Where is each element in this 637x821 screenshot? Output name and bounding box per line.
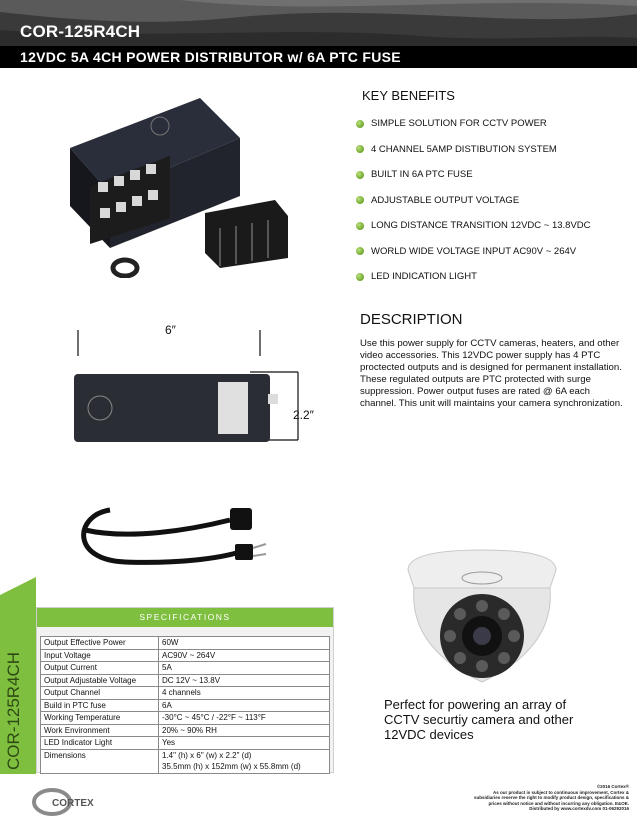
legal-notice (329, 784, 629, 812)
table-row (41, 749, 330, 773)
table-row (41, 662, 330, 675)
dome-camera-image (400, 548, 565, 686)
specifications-table (40, 636, 330, 774)
list-item (356, 137, 631, 163)
list-item (356, 239, 631, 265)
table-row (41, 637, 330, 650)
table-row (41, 712, 330, 725)
list-item (356, 162, 631, 188)
spec-value: DC 12V ~ 13.8V (159, 674, 330, 687)
key-benefits-list (356, 111, 631, 290)
power-supply-image (60, 88, 310, 278)
description-title: DESCRIPTION (360, 311, 463, 328)
spec-value: 4 channels (159, 687, 330, 700)
spec-value: 6A (159, 699, 330, 712)
spec-label: Working Temperature (41, 712, 159, 725)
side-model-label: COR-125R4CH (4, 651, 23, 770)
spec-value: 5A (159, 662, 330, 675)
list-item (356, 213, 631, 239)
bullet-icon (356, 247, 364, 255)
legal-line: ©2016 Cortex® (596, 784, 629, 789)
bullet-icon (356, 196, 364, 204)
product-title: 12VDC 5A 4CH POWER DISTRIBUTOR w/ 6A PTC FUSE (20, 49, 401, 65)
dimensions-imperial: 1.4" (h) x 6" (w) x 2.2" (d) (162, 750, 252, 760)
spec-label: Build in PTC fuse (41, 699, 159, 712)
height-dimension-label: 2.2″ (293, 408, 314, 422)
list-item (356, 111, 631, 137)
cortex-logo (30, 788, 122, 816)
list-item (356, 264, 631, 290)
bullet-icon (356, 145, 364, 153)
spec-value (159, 749, 330, 773)
title-bar (0, 46, 637, 68)
legal-line: prices without notice and without incurring any obligation. E&OE. (488, 800, 629, 806)
specifications-title: SPECIFICATIONS (37, 608, 333, 627)
strip-corner (0, 577, 36, 595)
table-row (41, 699, 330, 712)
spec-value: AC90V ~ 264V (159, 649, 330, 662)
table-row (41, 687, 330, 700)
spec-value: 20% ~ 90% RH (159, 724, 330, 737)
table-row (41, 674, 330, 687)
spec-value: Yes (159, 737, 330, 750)
benefit-text: SIMPLE SOLUTION FOR CCTV POWER (371, 118, 547, 130)
bullet-icon (356, 273, 364, 281)
spec-label: Output Current (41, 662, 159, 675)
spec-label: Work Environment (41, 724, 159, 737)
spec-label: Output Adjustable Voltage (41, 674, 159, 687)
benefit-text: LONG DISTANCE TRANSITION 12VDC ~ 13.8VDC (371, 220, 591, 232)
spec-label: LED Indicator Light (41, 737, 159, 750)
legal-line: subsidiaries reserve the right to modify product design, specifications & (473, 795, 629, 801)
benefit-text: BUILT IN 6A PTC FUSE (371, 169, 473, 181)
list-item (356, 188, 631, 214)
dimensions-metric: 35.5mm (h) x 152mm (w) x 55.8mm (d) (162, 761, 301, 771)
power-cord-image (70, 500, 270, 575)
benefit-text: LED INDICATION LIGHT (371, 271, 477, 283)
dimension-drawing (70, 322, 310, 452)
spec-value: -30°C ~ 45°C / -22°F ~ 113°F (159, 712, 330, 725)
bullet-icon (356, 171, 364, 179)
legal-line: Distributed by www.cortexdv.com 01-06292016 (529, 806, 629, 812)
table-row (41, 649, 330, 662)
spec-label: Input Voltage (41, 649, 159, 662)
legal-line: As our product is subject to continuous improvement, Cortex & (492, 789, 629, 795)
spec-label: Output Channel (41, 687, 159, 700)
table-row (41, 737, 330, 750)
key-benefits-title: KEY BENEFITS (362, 88, 455, 103)
header-banner (0, 0, 637, 46)
spec-label: Output Effective Power (41, 637, 159, 650)
spec-value: 60W (159, 637, 330, 650)
benefit-text: 4 CHANNEL 5AMP DISTIBUTION SYSTEM (371, 143, 557, 155)
width-dimension-label: 6″ (165, 323, 176, 337)
description-body: Use this power supply for CCTV cameras, heaters, and other video accessories. This 12VDC power supply has 4 PTC proctected outputs and is designed for permanent installation. These regulated outputs are PTC protected with surge suppression. Power output fuses are rated @ 6A each channel. This unit will maintains your camera synchronization. (360, 338, 623, 410)
table-row (41, 724, 330, 737)
specifications-panel (36, 607, 334, 773)
camera-caption: Perfect for powering an array of CCTV securtiy camera and other 12VDC devices (384, 697, 574, 742)
svg-text:CORTEX: CORTEX (52, 798, 94, 809)
bullet-icon (356, 222, 364, 230)
bullet-icon (356, 120, 364, 128)
benefit-text: WORLD WIDE VOLTAGE INPUT AC90V ~ 264V (371, 245, 577, 257)
model-number: COR-125R4CH (20, 22, 141, 41)
spec-label: Dimensions (41, 749, 159, 773)
benefit-text: ADJUSTABLE OUTPUT VOLTAGE (371, 194, 520, 206)
